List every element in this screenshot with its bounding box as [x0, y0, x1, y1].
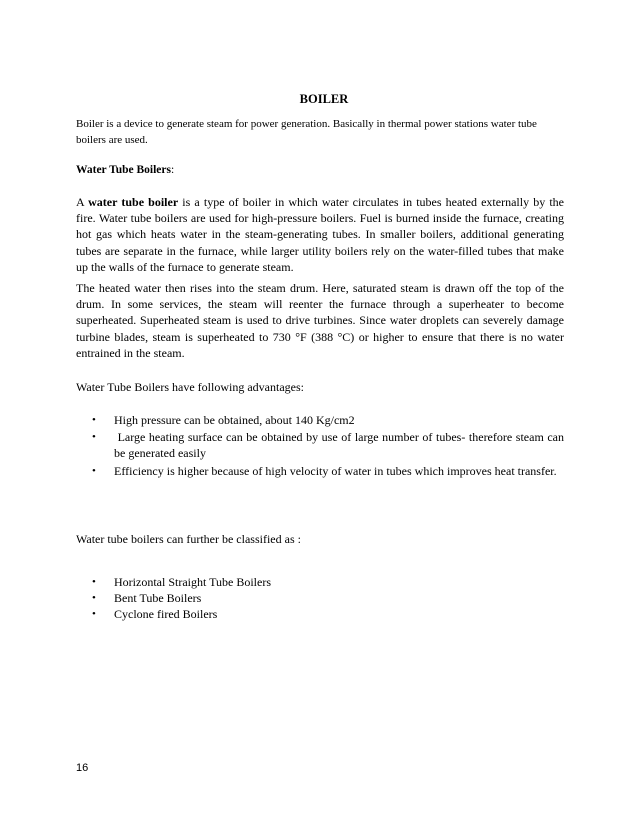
- advantages-list: [76, 412, 568, 480]
- bullet-icon: •: [92, 592, 96, 605]
- list-item-text: High pressure can be obtained, about 140 Kg/cm2: [114, 413, 355, 427]
- bullet-icon: •: [92, 576, 96, 588]
- list-item: [76, 606, 564, 622]
- list-item: [76, 463, 564, 479]
- section-heading: [76, 164, 174, 176]
- bullet-icon: •: [92, 414, 96, 426]
- list-item-text: Large heating surface can be obtained by use of large number of tubes- therefore steam can be generated easily: [114, 430, 568, 461]
- list-item-text: Bent Tube Boilers: [114, 591, 202, 606]
- para1-lead: A: [76, 195, 89, 209]
- list-item-text: Cyclone fired Boilers: [114, 607, 218, 622]
- list-item-text: Horizontal Straight Tube Boilers: [114, 575, 271, 589]
- list-item-text: Efficiency is higher because of high velocity of water in tubes which improves heat transfer.: [114, 463, 557, 478]
- bullet-icon: •: [92, 608, 96, 621]
- bullet-icon: •: [92, 464, 96, 477]
- steam-drum-paragraph: The heated water then rises into the steam drum. Here, saturated steam is drawn off the top of the drum. In some services, the steam will reenter the furnace through a superheater to become superheated. Superheated steam is used to drive turbines. Since water droplets can severely damage turbine blades, steam is superheated to 730 °F (388 °C) or higher to ensure that there is no water entrained in the steam.: [76, 281, 564, 360]
- classification-list: [76, 574, 564, 623]
- list-item: [76, 590, 564, 606]
- page-number: 16: [76, 762, 89, 774]
- intro-paragraph: Boiler is a device to generate steam for power generation. Basically in thermal power stations water tube boilers are used.: [76, 118, 537, 146]
- classification-intro: Water tube boilers can further be classified as :: [76, 532, 301, 546]
- section-heading-suffix: :: [171, 164, 175, 176]
- section-heading-bold: Water Tube Boilers: [76, 164, 171, 176]
- para1-rest: is a type of boiler in which water circulates in tubes heated externally by the fire. Water tube boilers are used for high-pressure boilers. Fuel is burned inside the furnace, creating hot gas which heats water in the steam-generating tubes. In smaller boilers, additional generating tubes are separate in the furnace, while larger utility boilers rely on the water-filled tubes that make up the walls of the furnace to generate steam.: [76, 195, 564, 274]
- para1-bold-term: water tube boiler: [88, 195, 179, 209]
- list-item: [76, 574, 564, 590]
- page-title: BOILER: [299, 92, 349, 106]
- advantages-intro: Water Tube Boilers have following advantages:: [76, 380, 304, 394]
- water-tube-definition-paragraph: [76, 194, 564, 275]
- bullet-icon: •: [92, 431, 96, 444]
- list-item: [76, 429, 568, 461]
- list-item: [76, 412, 564, 428]
